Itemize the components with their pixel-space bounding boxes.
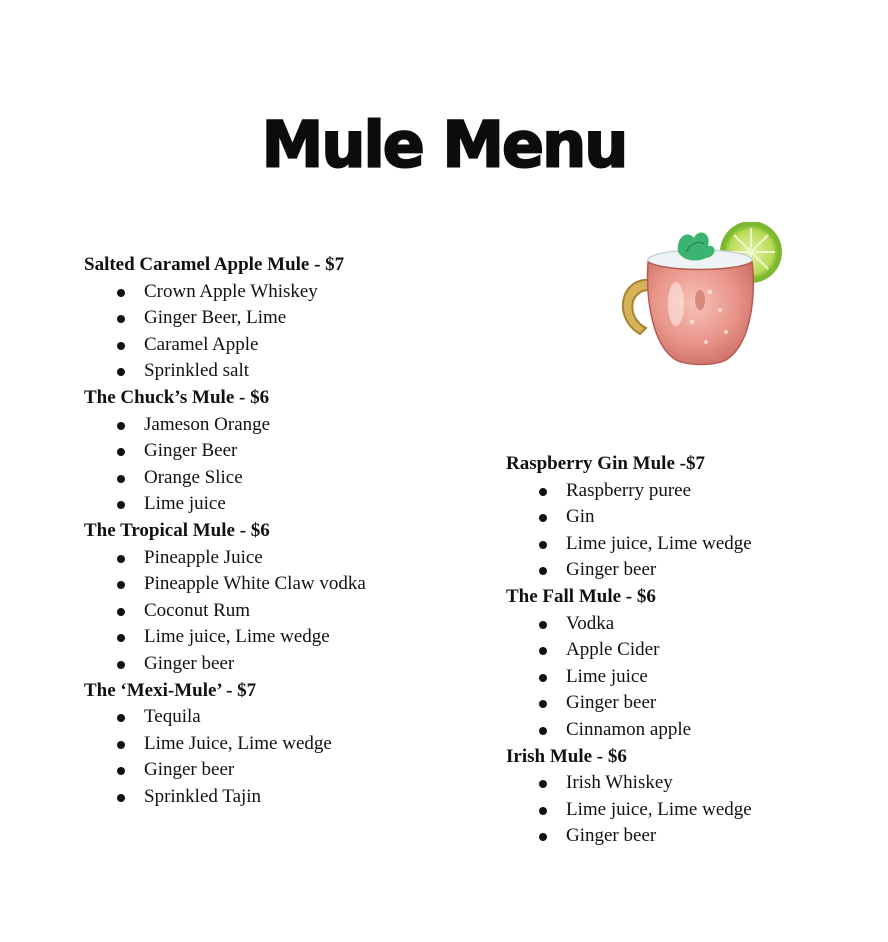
ingredient-item: Apple Cider xyxy=(506,637,752,664)
ingredient-item: Ginger beer xyxy=(84,757,366,784)
ingredient-item: Lime juice xyxy=(84,491,366,518)
ingredient-item: Ginger beer xyxy=(506,557,752,584)
ingredient-item: Cinnamon apple xyxy=(506,717,752,744)
right-menu-column xyxy=(506,451,752,850)
ingredient-item: Ginger beer xyxy=(506,823,752,850)
ingredient-item: Crown Apple Whiskey xyxy=(84,279,366,306)
ingredient-item: Orange Slice xyxy=(84,465,366,492)
menu-section-mexi-mule xyxy=(84,678,366,811)
ingredient-item: Lime juice, Lime wedge xyxy=(84,624,366,651)
ingredient-item: Sprinkled Tajin xyxy=(84,784,366,811)
ingredient-item: Raspberry puree xyxy=(506,478,752,505)
menu-title: Mule Menu xyxy=(261,107,627,182)
ingredient-item: Caramel Apple xyxy=(84,332,366,359)
ingredient-item: Pineapple White Claw vodka xyxy=(84,571,366,598)
drink-title: Salted Caramel Apple Mule - $7 xyxy=(84,254,345,275)
menu-section-salted-caramel-apple-mule xyxy=(84,252,366,385)
drink-title: Irish Mule - $6 xyxy=(506,745,627,767)
menu-section-fall-mule xyxy=(506,584,752,744)
ingredient-item: Pineapple Juice xyxy=(84,545,366,572)
ingredient-item: Gin xyxy=(506,504,752,531)
menu-section-chucks-mule xyxy=(84,385,366,518)
ingredient-item: Sprinkled salt xyxy=(84,358,366,385)
drink-title: The Chuck’s Mule - $6 xyxy=(84,386,270,408)
ingredient-item: Ginger beer xyxy=(84,651,366,678)
drink-title: The Fall Mule - $6 xyxy=(506,585,656,607)
ingredient-item: Ginger beer xyxy=(506,690,752,717)
ingredient-item: Irish Whiskey xyxy=(506,770,752,797)
drink-title: The ‘Mexi-Mule’ - $7 xyxy=(84,679,257,701)
drink-title: Raspberry Gin Mule -$7 xyxy=(506,453,705,474)
ingredient-item: Lime juice, Lime wedge xyxy=(506,531,752,558)
menu-section-raspberry-gin-mule xyxy=(506,451,752,584)
menu-section-irish-mule xyxy=(506,744,752,850)
menu-section-tropical-mule xyxy=(84,518,366,678)
ingredient-item: Ginger Beer, Lime xyxy=(84,305,366,332)
ingredient-item: Vodka xyxy=(506,611,752,638)
ingredient-item: Coconut Rum xyxy=(84,598,366,625)
left-menu-column xyxy=(84,252,366,810)
ingredient-item: Jameson Orange xyxy=(84,412,366,439)
ingredient-item: Ginger Beer xyxy=(84,438,366,465)
copper-mule-mug-icon xyxy=(606,222,790,372)
ingredient-item: Lime juice xyxy=(506,664,752,691)
drink-title: The Tropical Mule - $6 xyxy=(84,519,270,541)
ingredient-item: Tequila xyxy=(84,704,366,731)
ingredient-item: Lime Juice, Lime wedge xyxy=(84,731,366,758)
ingredient-item: Lime juice, Lime wedge xyxy=(506,797,752,824)
